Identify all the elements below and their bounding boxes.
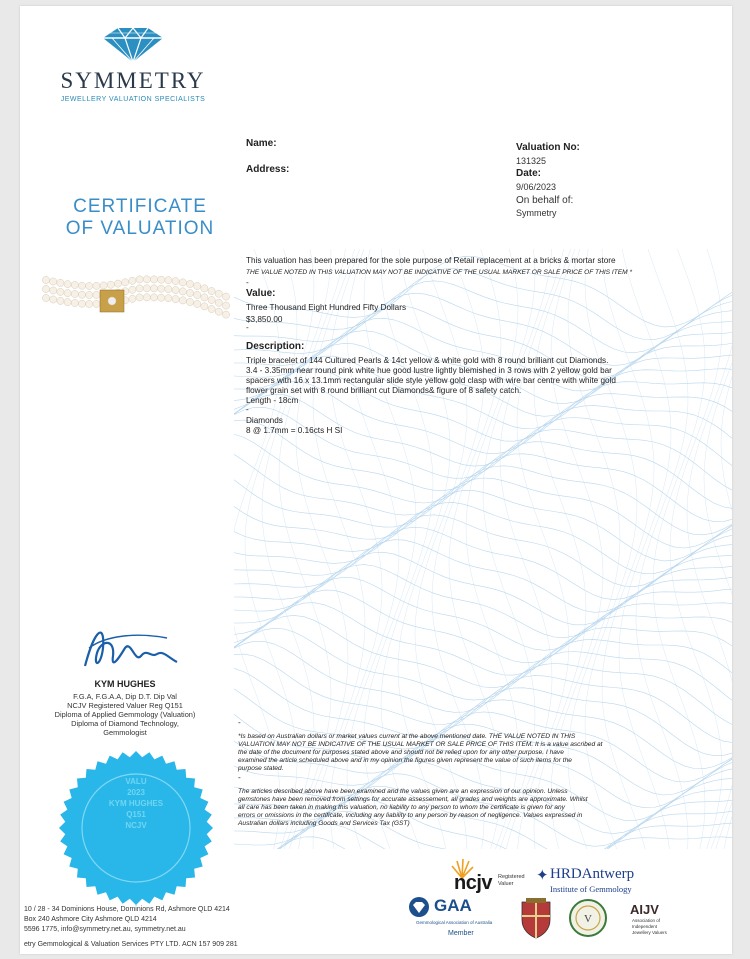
ncjv-valuer: Valuer xyxy=(498,881,514,887)
gaa-subtitle: Gemmological Association of Australia xyxy=(416,920,493,925)
gaa-emblem-icon xyxy=(408,896,430,918)
description-dash: - xyxy=(246,405,249,414)
footer-address-1: 10 / 28 - 34 Dominions House, Dominions Rd, Ashmore QLD 4214 xyxy=(24,906,230,913)
note-2-line-2: gemstones have been removed from settings for accurate assessement, all grades and weights are approximate. Whilst xyxy=(238,796,588,803)
brand-tagline: JEWELLERY VALUATION SPECIALISTS xyxy=(60,96,206,103)
on-behalf-label: On behalf of: xyxy=(516,195,574,206)
note-2-line-3: all care has been taken in making this valuation, no liability to any person to whom the certificate is given for any xyxy=(238,804,565,811)
hrd-wordmark: HRDAntwerp xyxy=(550,866,635,882)
svg-text:V: V xyxy=(584,913,592,925)
description-line-4: flower grain set with 8 round brilliant cut Diamonds& figure of 8 safety catch. xyxy=(246,386,522,395)
hrd-star-icon: ✦ xyxy=(536,867,549,884)
seal-line-2: 2023 xyxy=(127,788,145,797)
notes-dash-1: - xyxy=(238,718,241,727)
date-value: 9/06/2023 xyxy=(516,182,557,192)
qualification-3: Diploma of Applied Gemmology (Valuation) xyxy=(54,710,196,719)
ncjv-wordmark: ncjv xyxy=(454,872,493,894)
value-dash: - xyxy=(246,323,249,332)
valuer-qualifications xyxy=(20,692,230,737)
valuation-no-value: 131325 xyxy=(516,156,547,166)
description-line-1: Triple bracelet of 144 Cultured Pearls & 14ct yellow & white gold with 8 round brilliant cut Diamonds. xyxy=(246,356,609,365)
title-line-2: OF VALUATION xyxy=(65,218,215,239)
notes-dash-2: - xyxy=(238,773,241,782)
aijv-sub-2: Independent xyxy=(632,924,658,929)
footer-address-2: Box 240 Ashmore City Ashmore QLD 4214 xyxy=(24,916,157,923)
aijv-wordmark: AIJV xyxy=(630,902,659,917)
footer-contact: 5596 1775, info@symmetry.net.au, symmetry.net.au xyxy=(24,926,186,933)
gaa-member: Member xyxy=(448,930,474,937)
note-1-line-3: the date of the document for purposes stated above and should not be relied upon for any other purpose. I have xyxy=(238,749,564,756)
aijv-sub-3: Jewellery Valuers xyxy=(632,930,667,935)
note-1-line-5: purpose stated. xyxy=(238,765,284,772)
purpose-line: This valuation has been prepared for the sole purpose of Retail replacement at a bricks & mortar store xyxy=(246,256,616,265)
ncjv-registered: Registered xyxy=(498,874,525,880)
valuer-signature xyxy=(75,618,185,678)
description-label: Description: xyxy=(246,341,305,352)
note-1-line-2: VALUATION MAY NOT BE INDICATIVE OF THE USUAL MARKET OR SALE PRICE OF THIS ITEM. It is a value ascribed at xyxy=(238,741,603,748)
diamonds-detail: 8 @ 1.7mm = 0.16cts H SI xyxy=(246,426,343,435)
aijv-logo xyxy=(630,902,690,942)
aijv-sub-1: Association of xyxy=(632,918,661,923)
ncjv-logo xyxy=(450,858,530,898)
certificate-sheet xyxy=(20,6,732,954)
valuation-no-label: Valuation No: xyxy=(516,142,580,153)
date-label: Date: xyxy=(516,168,542,179)
purpose-dash: - xyxy=(246,278,249,287)
note-1-line-4: examined the article scheduled above and in my opinion the figures given represent the value of such items for the xyxy=(238,757,572,764)
qualification-5: Gemmologist xyxy=(103,728,147,737)
footer-company: etry Gemmological & Valuation Services PTY LTD. ACN 157 909 281 xyxy=(24,941,238,948)
purpose-disclaimer: THE VALUE NOTED IN THIS VALUATION MAY NOT BE INDICATIVE OF THE USUAL MARKET OR SALE PRICE OF THIS ITEM * xyxy=(246,269,633,276)
qualification-2: NCJV Registered Valuer Reg Q151 xyxy=(67,701,183,710)
gaa-logo xyxy=(408,896,518,942)
qualification-4: Diploma of Diamond Technology, xyxy=(71,719,179,728)
symmetry-logo xyxy=(38,26,228,103)
title-line-1: CERTIFICATE xyxy=(73,196,207,217)
value-label: Value: xyxy=(246,288,276,299)
seal-line-3: KYM HUGHES xyxy=(108,799,164,808)
seal-line-5: NCJV xyxy=(125,821,147,830)
address-label: Address: xyxy=(246,164,290,175)
seal-line-4: Q151 xyxy=(126,810,146,819)
hrd-antwerp-logo xyxy=(536,866,686,898)
description-length: Length - 18cm xyxy=(246,396,299,405)
description-line-2: 3.4 - 3.35mm near round pink white hue good lustre lightly blemished in 3 rows with 2 yellow gold bar xyxy=(246,366,612,375)
crest-logo xyxy=(514,896,558,942)
brand-name: SYMMETRY xyxy=(60,68,206,93)
description-line-3: spacers with 16 x 13.1mm rectangular slide style yellow gold clasp with wire bar centre with white gold xyxy=(246,376,616,385)
valuer-name: KYM HUGHES xyxy=(94,679,156,689)
on-behalf-value: Symmetry xyxy=(516,208,557,218)
value-words: Three Thousand Eight Hundred Fifty Dollars xyxy=(246,303,407,312)
valuer-badge-logo xyxy=(568,898,608,938)
note-2-line-5: Australian dollars including Goods and Services Tax (GST) xyxy=(238,820,410,827)
note-1-line-1: *Is based on Australian dollars or market values current at the above mentioned date. THE VALUE NOTED IN THIS xyxy=(238,733,576,740)
seal-line-1: VALU xyxy=(125,777,147,786)
diamonds-label: Diamonds xyxy=(246,416,283,425)
gaa-wordmark: GAA xyxy=(434,896,472,915)
hrd-subtitle: Institute of Gemmology xyxy=(550,884,632,894)
pearl-bracelet-image xyxy=(38,252,238,352)
note-2-line-1: The articles described above have been examined and the values given are an expression of our opinion. Unless xyxy=(238,788,568,795)
value-amount: $3,850.00 xyxy=(246,315,283,324)
certificate-title xyxy=(50,196,230,240)
note-2-line-4: errors or omissions in the certificate, including any liability to any person by reason of negligence. Values expressed in xyxy=(238,812,583,819)
name-label: Name: xyxy=(246,138,277,149)
qualification-1: F.G.A, F.G.A.A, Dip D.T. Dip Val xyxy=(73,692,177,701)
diamond-logo-icon xyxy=(98,26,168,64)
seal-text xyxy=(86,776,186,831)
